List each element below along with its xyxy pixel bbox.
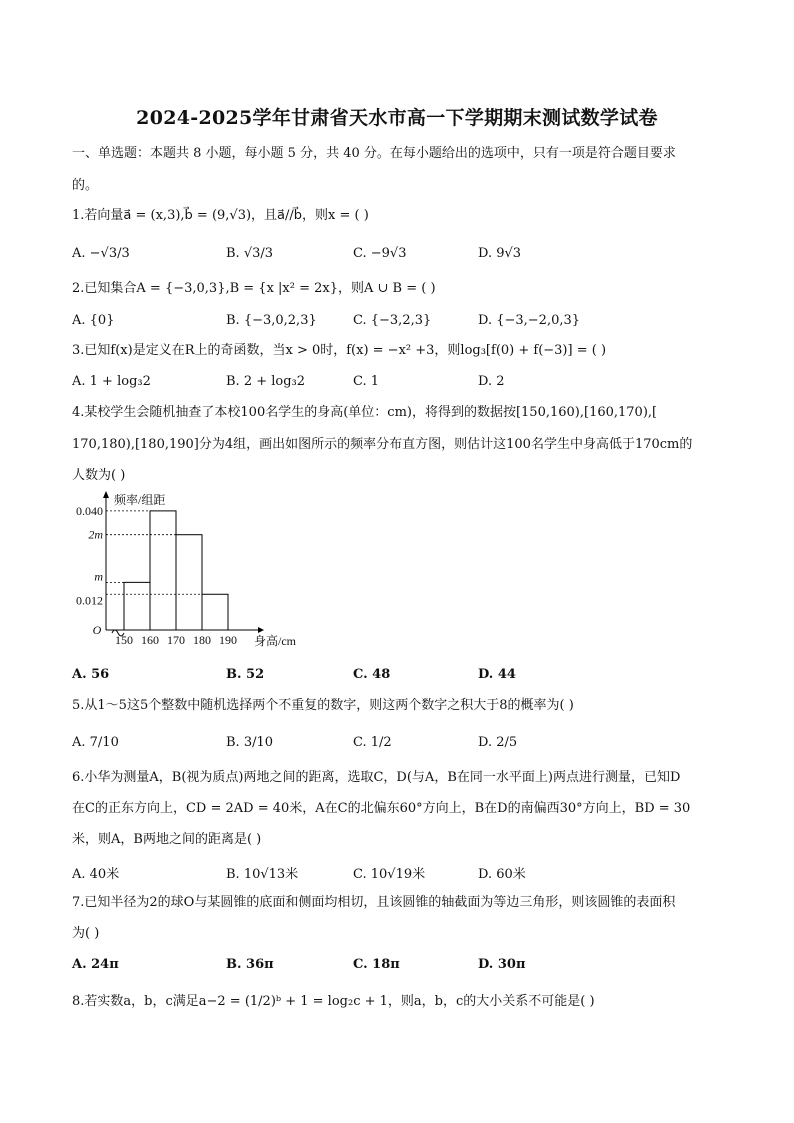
option-b: B. 52 <box>226 667 265 682</box>
x-axis-arrow <box>258 627 264 633</box>
question-2-stem: 2.已知集合A = {−3,0,3},B = {x |x² = 2x}，则A ∪ B = ( ) <box>72 281 436 296</box>
question-1-stem: 1.若向量a⃗ = (x,3),b⃗ = (9,√3)，且a⃗//b⃗，则x = ( ) <box>72 208 369 223</box>
option-a: A. 40米 <box>72 867 120 882</box>
option-a: A. {0} <box>72 313 115 328</box>
histogram-bar <box>124 582 150 630</box>
question-5-stem: 5.从1～5这5个整数中随机选择两个不重复的数字，则这两个数字之积大于8的概率为( ) <box>72 698 574 713</box>
y-tick-label: 0.012 <box>76 593 103 608</box>
y-tick-label: 0.040 <box>76 503 103 518</box>
histogram-bar <box>202 594 228 630</box>
question-8-stem: 8.若实数a，b，c满足a−2 = (1/2)ᵇ + 1 = log₂c + 1，则a，b，c的大小关系不可能是( ) <box>72 994 595 1009</box>
option-b: B. √3/3 <box>226 246 274 261</box>
y-axis-arrow <box>103 491 109 498</box>
option-b: B. 36π <box>226 957 274 972</box>
option-d: D. 2/5 <box>478 735 518 750</box>
histogram-svg <box>68 490 318 655</box>
question-6-stem-line2: 在C的正东方向上，CD = 2AD = 40米，A在C的北偏东60°方向上，B在D的南偏西30°方向上，BD = 30 <box>72 801 691 816</box>
x-tick-label: 190 <box>219 633 237 647</box>
option-d: D. 44 <box>478 667 516 682</box>
option-d: D. 30π <box>478 957 526 972</box>
x-tick-label: 180 <box>193 633 211 647</box>
option-a: A. 56 <box>72 667 110 682</box>
question-2-options <box>72 313 732 331</box>
option-c: C. −9√3 <box>353 246 407 261</box>
option-b: B. 2 + log₃2 <box>226 374 306 389</box>
option-c: C. 1 <box>353 374 380 389</box>
option-a: A. 1 + log₃2 <box>72 374 151 389</box>
question-3-options <box>72 374 732 392</box>
option-b: B. {−3,0,2,3} <box>226 313 317 328</box>
frequency-histogram <box>68 490 318 655</box>
option-d: D. {−3,−2,0,3} <box>478 313 581 328</box>
question-6-stem-line3: 米，则A，B两地之间的距离是( ) <box>72 832 262 847</box>
option-c: C. 1/2 <box>353 735 392 750</box>
x-axis-label: 身高/cm <box>254 634 296 648</box>
question-7-options <box>72 957 732 975</box>
section-heading-cont: 的。 <box>72 178 99 193</box>
option-d: D. 60米 <box>478 867 526 882</box>
x-tick-label: 170 <box>167 633 185 647</box>
question-4-stem-line1: 4.某校学生会随机抽查了本校100名学生的身高(单位：cm)，将得到的数据按[150,160),[160,170),[ <box>72 405 658 420</box>
origin-label: O <box>92 623 102 637</box>
question-4-options <box>72 667 732 685</box>
question-7-stem-line1: 7.已知半径为2的球O与某圆锥的底面和侧面均相切，且该圆锥的轴截面为等边三角形，则该圆锥的表面积 <box>72 895 676 910</box>
y-axis-label: 频率/组距 <box>114 493 166 507</box>
option-c: C. 48 <box>353 667 391 682</box>
y-tick-label: 2m <box>88 527 103 542</box>
option-c: C. 18π <box>353 957 400 972</box>
option-a: A. −√3/3 <box>72 246 130 261</box>
histogram-bar <box>150 511 176 630</box>
question-7-stem-line2: 为( ) <box>72 926 100 941</box>
option-b: B. 10√13米 <box>226 867 299 882</box>
option-b: B. 3/10 <box>226 735 274 750</box>
question-4-stem-line2: 170,180),[180,190]分为4组，画出如图所示的频率分布直方图，则估计这100名学生中身高低于170cm的 <box>72 437 693 452</box>
question-6-stem-line1: 6.小华为测量A，B(视为质点)两地之间的距离，选取C，D(与A，B在同一水平面上)两点进行测量，已知D <box>72 770 681 785</box>
option-d: D. 2 <box>478 374 505 389</box>
option-c: C. {−3,2,3} <box>353 313 432 328</box>
option-d: D. 9√3 <box>478 246 522 261</box>
section-heading: 一、单选题：本题共 8 小题，每小题 5 分，共 40 分。在每小题给出的选项中，只有一项是符合题目要求 <box>72 146 676 161</box>
question-3-stem: 3.已知f(x)是定义在R上的奇函数，当x > 0时，f(x) = −x² +3，则log₃[f(0) + f(−3)] = ( ) <box>72 343 607 358</box>
histogram-bar <box>176 535 202 630</box>
x-tick-label: 160 <box>141 633 159 647</box>
option-a: A. 24π <box>72 957 119 972</box>
x-tick-label: 150 <box>115 633 133 647</box>
option-c: C. 10√19米 <box>353 867 426 882</box>
option-a: A. 7/10 <box>72 735 119 750</box>
question-6-options <box>72 863 732 881</box>
question-1-options <box>72 246 732 264</box>
y-tick-label: m <box>94 569 103 584</box>
question-5-options <box>72 735 732 753</box>
exam-title: 2024-2025学年甘肃省天水市高一下学期期末测试数学试卷 <box>136 107 658 129</box>
question-4-stem-line3: 人数为( ) <box>72 468 126 483</box>
